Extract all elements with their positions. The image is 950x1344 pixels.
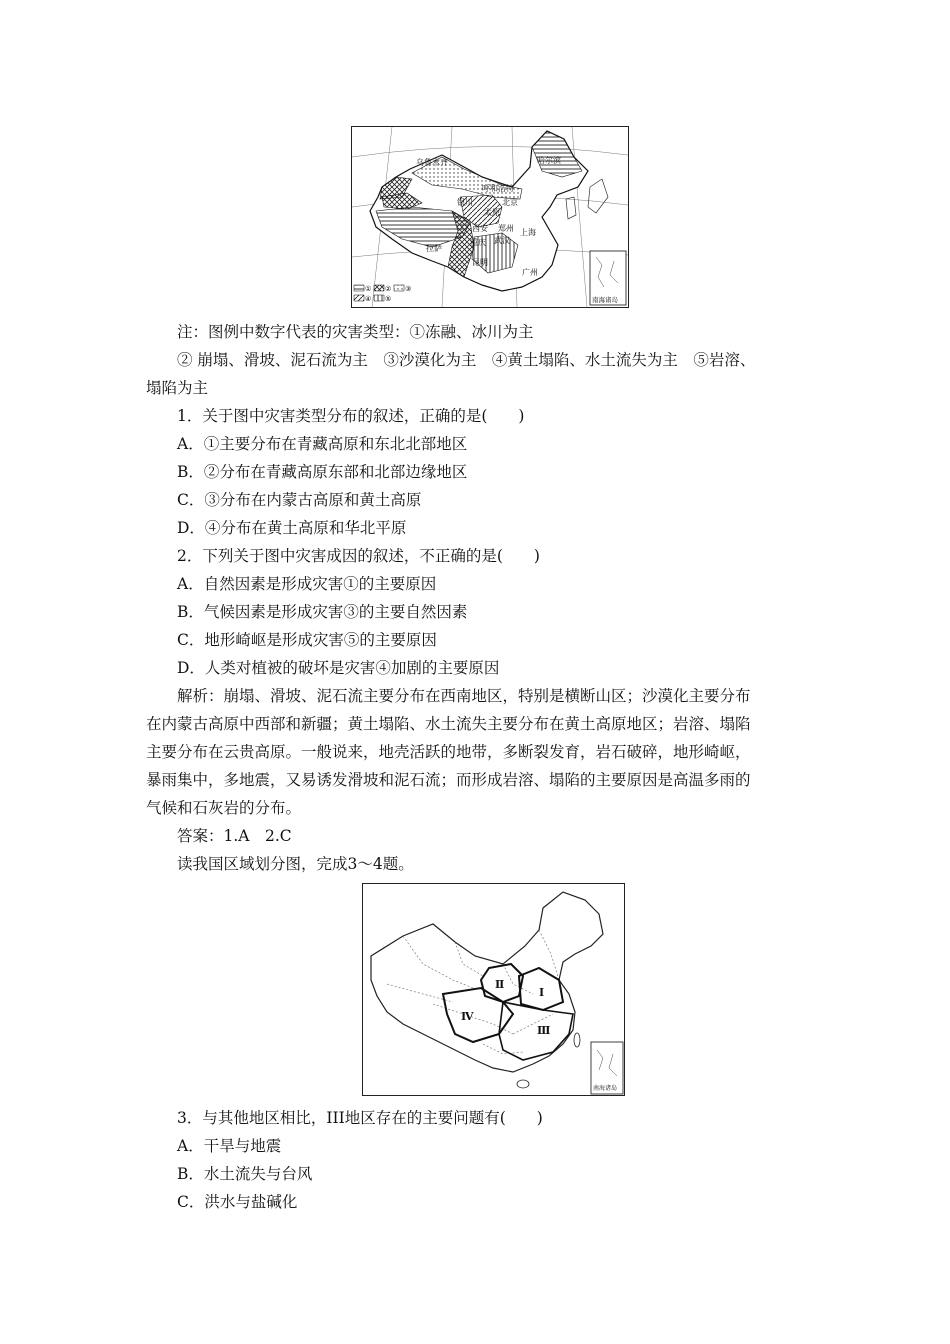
south-sea-inset-2 [591,1042,623,1094]
svg-text:④: ④ [365,295,372,303]
intro: 读我国区域划分图，完成3～4题。 [177,855,414,873]
q1-option-c[interactable]: C．③分布在内蒙古高原和黄土高原 [177,491,422,509]
city-taiyuan: 太原 [484,208,500,217]
analysis-line-3: 主要分布在云贵高原。一般说来，地壳活跃的地带，多断裂发育，岩石破碎，地形崎岖， [146,743,751,761]
note-line-3: 塌陷为主 [146,379,209,397]
city-guangzhou: 广州 [522,268,538,277]
city-wuhan: 武汉 [494,236,510,245]
analysis-line-1: 解析：崩塌、滑坡、泥石流主要分布在西南地区，特别是横断山区；沙漠化主要分布 [177,687,751,705]
q3-option-b[interactable]: B．水土流失与台风 [177,1165,313,1183]
q1-option-b[interactable]: B．②分布在青藏高原东部和北部边缘地区 [177,463,468,481]
svg-text:②: ② [385,285,392,293]
q3-option-c[interactable]: C．洪水与盐碱化 [177,1193,298,1211]
q2-option-a[interactable]: A．自然因素是形成灾害①的主要原因 [177,575,437,593]
q2-option-b[interactable]: B．气候因素是形成灾害③的主要自然因素 [177,603,468,621]
china-outline-2 [371,892,603,1072]
region-map [362,883,625,1096]
label-region-ii: Ⅱ [495,978,505,991]
svg-text:①: ① [365,285,372,293]
city-lhasa: 拉萨 [426,244,442,253]
city-chongqing: 重庆 [470,238,486,247]
q1-option-d[interactable]: D．④分布在黄土高原和华北平原 [177,519,407,537]
label-region-iii: Ⅲ [537,1024,551,1037]
note-line-2: ② 崩塌、滑坡、泥石流为主 ③沙漠化为主 ④黄土塌陷、水土流失为主 ⑤岩溶、 [177,351,756,369]
q3-option-a[interactable]: A．干旱与地震 [177,1137,282,1155]
city-xian: 西安 [472,224,488,233]
city-zhengzhou: 郑州 [498,224,514,233]
svg-text:南海诸岛: 南海诸岛 [592,296,618,304]
analysis-line-4: 暴雨集中，多地震，又易诱发滑坡和泥石流；而形成岩溶、塌陷的主要原因是高温多雨的 [146,771,751,789]
analysis-line-2: 在内蒙古高原中西部和新疆；黄土塌陷、水土流失主要分布在黄土高原地区；岩溶、塌陷 [146,715,751,733]
q2-option-d[interactable]: D．人类对植被的破坏是灾害④加剧的主要原因 [177,659,500,677]
disaster-map [351,126,629,308]
svg-text:③: ③ [405,285,412,293]
city-harbin: 哈尔滨 [537,156,561,165]
city-urumqi: 乌鲁木齐 [416,158,448,167]
answer: 答案：1.A 2.C [177,827,292,845]
note-line-1: 注：图例中数字代表的灾害类型：①冻融、冰川为主 [177,323,534,341]
city-beijing: 北京 [502,198,518,207]
q1-option-a[interactable]: A．①主要分布在青藏高原和东北北部地区 [177,435,468,453]
label-region-i: Ⅰ [539,986,545,999]
svg-text:南海诸岛: 南海诸岛 [593,1085,618,1092]
q2-stem: 2．下列关于图中灾害成因的叙述，不正确的是( ) [177,547,540,565]
city-kunming: 昆明 [472,258,488,267]
q3-stem: 3．与其他地区相比，III地区存在的主要问题有( ) [177,1109,543,1127]
analysis-line-5: 气候和石灰岩的分布。 [146,799,302,817]
map-legend [354,285,411,303]
svg-text:⑤: ⑤ [385,295,392,303]
q2-option-c[interactable]: C．地形崎岖是形成灾害⑤的主要原因 [177,631,437,649]
city-yinchuan: 银川 [457,198,473,207]
south-sea-inset [590,251,626,305]
q1-stem: 1．关于图中灾害类型分布的叙述，正确的是( ) [177,407,525,425]
city-shanghai: 上海 [520,228,536,237]
label-region-iv: Ⅳ [461,1010,474,1023]
city-hohhot: 呼和浩特 [482,184,514,193]
